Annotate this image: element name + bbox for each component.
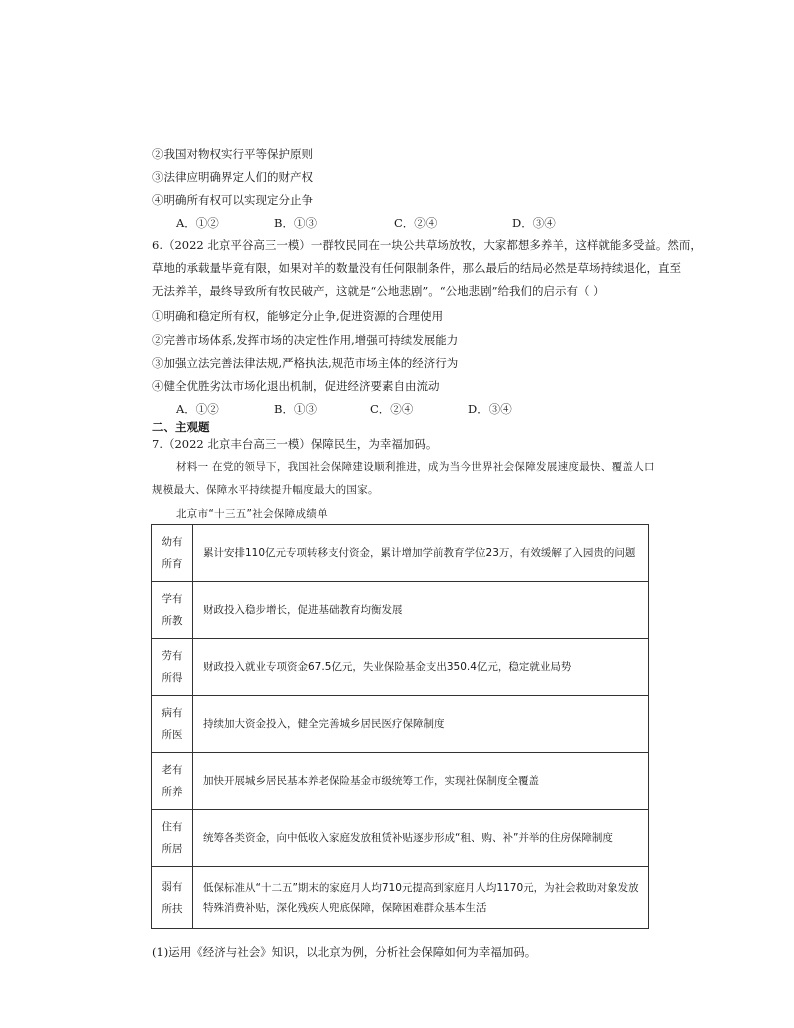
q6-stem-line-3: 无法养羊，最终导致所有牧民破产，这就是“公地悲剧”。“公地悲剧”给我们的启示有（ ） <box>152 284 605 298</box>
row-label <box>152 753 193 810</box>
row-text: 财政投入稳步增长，促进基础教育均衡发展 <box>193 582 649 639</box>
row-label-line-1: 幼有 <box>161 536 183 548</box>
row-label <box>152 810 193 867</box>
q7-material-line-2: 规模最大、保障水平持续提升幅度最大的国家。 <box>152 484 379 496</box>
row-label <box>152 867 193 929</box>
row-text: 持续加大资金投入，健全完善城乡居民医疗保障制度 <box>193 696 649 753</box>
row-text: 统筹各类资金，向中低收入家庭发放租赁补贴逐步形成“租、购、补”并举的住房保障制度 <box>193 810 649 867</box>
row-label-line-1: 老有 <box>161 764 183 776</box>
q7-title: 7.（2022 北京丰台高三一模）保障民生，为幸福加码。 <box>152 437 438 451</box>
row-label <box>152 639 193 696</box>
row-label-line-2: 所医 <box>161 729 183 741</box>
table-row <box>152 582 649 639</box>
table-row <box>152 525 649 582</box>
row-label-line-2: 所扶 <box>161 902 183 915</box>
q6-item-3: ③加强立法完善法律法规,严格执法,规范市场主体的经济行为 <box>152 356 459 370</box>
table-row <box>152 810 649 867</box>
q6-stem-line-2: 草地的承载量毕竟有限，如果对羊的数量没有任何限制条件，那么最后的结局必然是草场持续退化，直至 <box>152 261 681 275</box>
q5-option-d: D．③④ <box>512 216 556 230</box>
q6-option-c: C．②④ <box>370 402 414 416</box>
q6-item-2: ②完善市场体系,发挥市场的决定性作用,增强可持续发展能力 <box>152 333 459 347</box>
table-caption: 北京市“十三五”社会保障成绩单 <box>176 508 328 520</box>
q5-option-b: B．①③ <box>274 216 317 230</box>
q7-material-line-1: 材料一 在党的领导下，我国社会保障建设顺利推进，成为当今世界社会保障发展速度最快、覆盖人口 <box>176 461 655 473</box>
row-label <box>152 582 193 639</box>
row-label-line-1: 弱有 <box>161 880 183 893</box>
q5-item-3: ③法律应明确界定人们的财产权 <box>152 170 313 184</box>
q5-item-2: ②我国对物权实行平等保护原则 <box>152 147 313 161</box>
table-row <box>152 639 649 696</box>
q6-stem-line-1: 6.（2022 北京平谷高三一模）一群牧民同在一块公共草场放牧，大家都想多养羊，这样就能多受益。然而， <box>152 238 702 252</box>
section-title: 二、主观题 <box>152 420 210 434</box>
q5-option-c: C．②④ <box>394 216 438 230</box>
table-row <box>152 753 649 810</box>
q5-option-a: A．①② <box>176 216 219 230</box>
row-label <box>152 696 193 753</box>
row-label-line-1: 病有 <box>161 707 183 719</box>
row-label-line-1: 住有 <box>161 821 183 833</box>
row-label-line-2: 所养 <box>161 786 183 798</box>
q6-option-a: A．①② <box>176 402 219 416</box>
table-row <box>152 867 649 929</box>
row-text: 财政投入就业专项资金67.5亿元，失业保险基金支出350.4亿元，稳定就业局势 <box>193 639 649 696</box>
table-row <box>152 696 649 753</box>
row-text: 低保标准从“十二五”期末的家庭月人均710元提高到家庭月人均1170元，为社会救助对象发放特殊消费补贴，深化残疾人兜底保障，保障困难群众基本生活 <box>193 867 649 929</box>
q6-item-1: ①明确和稳定所有权，能够定分止争,促进资源的合理使用 <box>152 309 444 323</box>
row-label-line-1: 学有 <box>161 593 183 605</box>
row-label-line-2: 所居 <box>161 843 183 855</box>
row-text: 累计安排110亿元专项转移支付资金，累计增加学前教育学位23万，有效缓解了入园贵的问题 <box>193 525 649 582</box>
row-label <box>152 525 193 582</box>
row-label-line-2: 所教 <box>161 615 183 627</box>
row-text: 加快开展城乡居民基本养老保险基金市级统筹工作，实现社保制度全覆盖 <box>193 753 649 810</box>
q6-option-b: B．①③ <box>274 402 317 416</box>
q5-item-4: ④明确所有权可以实现定分止争 <box>152 193 313 207</box>
row-label-line-2: 所育 <box>161 558 183 570</box>
q6-option-d: D．③④ <box>468 402 512 416</box>
social-security-table <box>151 524 649 929</box>
q6-item-4: ④健全优胜劣汰市场化退出机制，促进经济要素自由流动 <box>152 379 440 393</box>
row-label-line-2: 所得 <box>161 672 183 684</box>
q7-sub-question-1: (1)运用《经济与社会》知识，以北京为例，分析社会保障如何为幸福加码。 <box>152 945 537 959</box>
row-label-line-1: 劳有 <box>161 650 183 662</box>
